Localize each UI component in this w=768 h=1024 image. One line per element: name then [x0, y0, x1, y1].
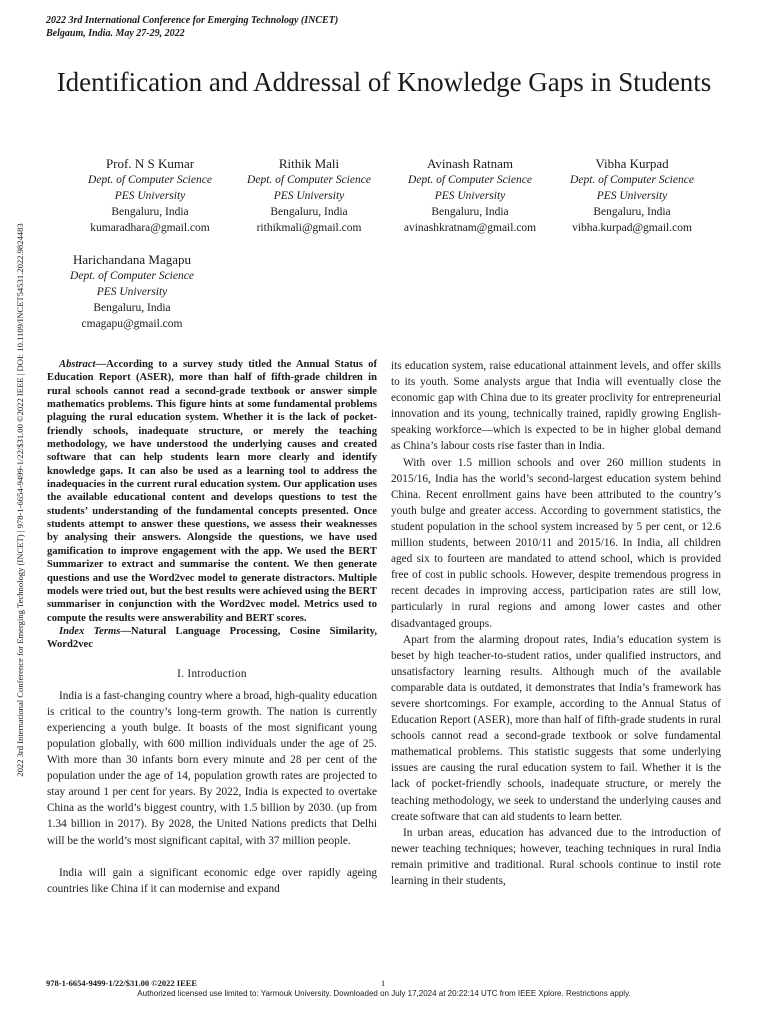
author-university: PES University	[273, 190, 345, 202]
footer-copyright: 978-1-6654-9499-1/22/$31.00 ©2022 IEEE	[46, 978, 198, 988]
index-terms	[47, 625, 377, 652]
conference-name: 2022 3rd International Conference for Emerging Technology (INCET)	[46, 15, 339, 26]
author-email: kumaradhara@gmail.com	[90, 222, 210, 234]
author-block	[219, 156, 399, 236]
section-heading: I. Introduction	[177, 667, 247, 680]
author-name: Vibha Kurpad	[595, 156, 669, 171]
author-dept: Dept. of Computer Science	[570, 174, 694, 186]
author-block	[380, 156, 560, 236]
author-name: Avinash Ratnam	[426, 156, 514, 171]
author-university: PES University	[596, 190, 668, 202]
index-terms-label: Index Terms	[59, 625, 121, 637]
author-email: cmagapu@gmail.com	[81, 318, 183, 330]
paragraph: its education system, raise educational attainment levels, and offer skills to its youth. Some analysts argue that India will eventually close the economic gap with China due to its greater proclivity for entrepreneurial innovation and its young, technically trained, rapidly growing English-speaking workforce—which is expected to be in higher global demand as China’s labour costs rise faster than in India.	[391, 360, 721, 453]
paragraph: India is a fast-changing country where a broad, high-quality education is critical to the country’s long-term growth. The nation is currently experiencing a youth bulge. It boasts of the most significant young population globally, with 600 million individuals under the age of 25. With more than 30 infants born every minute and 28 per cent of the population under the age of 14, population growth rates are projected to stay around 1 per cent for years. By 2022, India is expected to overtake China as the world’s biggest country, with 1.5 billion by 2030. (up from 1.34 billion in 2017). By 2028, the United Nations predicts that Delhi will be the world’s most significant capital, with 37 million people.	[47, 689, 377, 847]
index-terms-text: —Natural Language Processing, Cosine Similarity, Word2vec	[47, 625, 377, 651]
author-block	[542, 156, 722, 236]
paragraph: Apart from the alarming dropout rates, India’s education system is beset by high teacher-to-student ratios, under qualified instructors, and unsatisfactory learning results. Although much of the available comparable data is outdated, it demonstrates that India’s framework has severe shortcomings. For example, according to the Annual Status of Education Report (ASER), more than half of fifth-grade students in rural schools cannot read a second-grade textbook or solve fundamental mathematical problems. This statistic suggests that some underlying issues are causing the rural education system to fail. Whether it is the lack of pocket-friendly schools, inadequate structure, or merely the teaching methodology, we seek to understand the underlying causes and create software that can aid students to learn better.	[391, 633, 721, 823]
abstract-label: Abstract	[59, 359, 96, 370]
paragraph: With over 1.5 million schools and over 260 million students in 2015/16, India has the world’s second-largest education system behind China. Recent enrollment gains have been attributed to the country’s youth bulge and greater access. According to government statistics, the student population in the school system increased by 5 per cent, or 12.6 million students, between 2010/11 and 2015/16. In India, all children aged six to fourteen are mandated to attend school, which is provided free of cost in public schools. However, despite tremendous progress in recent decades in improving access, participation rates are still low, particularly in rural regions and among lower castes and other disadvantaged groups.	[391, 456, 721, 630]
author-city: Bengaluru, India	[593, 206, 671, 218]
left-column	[47, 358, 377, 897]
author-university: PES University	[434, 190, 506, 202]
author-block	[42, 252, 222, 332]
author-dept: Dept. of Computer Science	[70, 270, 194, 282]
paper-title: Identification and Addressal of Knowledge Gaps in Students	[56, 67, 712, 97]
author-city: Bengaluru, India	[111, 206, 189, 218]
paragraph: India will gain a significant economic edge over rapidly ageing countries like China if it can modernise and expand	[47, 866, 377, 895]
author-name: Rithik Mali	[278, 156, 340, 171]
abstract-text: —According to a survey study titled the Annual Status of Education Report (ASER), more than half of fifth-grade children in rural schools cannot read a second-grade textbook or answer simple mathematics problems. This figure hints at some fundamental problems plaguing the rural education system. Whether it is the lack of pocket-friendly schools, inadequate structure, or merely the teaching methodology, we have understood the underlying causes and created software that can help students learn more clearly and identify knowledge gaps. It can also be used as a learning tool to address the inadequacies in the current rural education system. Our application uses the available educational content and develops questions to test the students’ understanding of the fundamental concepts presented. Once students attempt to answer these questions, we assess their weaknesses by analysing their answers. Alongside the questions, we have used gamification to improve engagement with the app. We used the BERT Summarizer to extract and summarise the content. We then generate questions and use the Word2vec model to generate distractors. Multiple models were tried out, but the best results were achieved using the BERT summariser in conjunction with the Word2vec model. Metrics used to compute the results were answerability and BERT scores.	[47, 359, 377, 624]
paragraph: In urban areas, education has advanced due to the introduction of newer teaching techniques; however, teaching techniques in rural India remain primitive and traditional. Rural schools continue to instil rote learning in their students,	[391, 826, 721, 887]
author-email: rithikmali@gmail.com	[256, 222, 362, 234]
side-strip	[12, 180, 28, 820]
author-name: Prof. N S Kumar	[105, 156, 195, 171]
author-email: avinashkratnam@gmail.com	[403, 222, 537, 234]
author-city: Bengaluru, India	[431, 206, 509, 218]
author-university: PES University	[96, 286, 168, 298]
author-city: Bengaluru, India	[93, 302, 171, 314]
author-dept: Dept. of Computer Science	[88, 174, 212, 186]
conference-location: Belgaum, India. May 27-29, 2022	[46, 28, 185, 39]
page-number: 1	[381, 978, 386, 988]
conference-header	[46, 14, 338, 40]
side-strip-text: 2022 3rd International Conference for Emerging Technology (INCET) | 978-1-6654-9499-1/22/$31.00 ©2022 IEEE | DOI: 10.1109/INCET54531.2022.9824483	[15, 223, 25, 777]
license-notice: Authorized licensed use limited to: Yarmouk University. Downloaded on July 17,2024 at 20:22:14 UTC from IEEE Xplore. Restrictions apply.	[137, 989, 631, 998]
author-university: PES University	[114, 190, 186, 202]
author-name: Harichandana Magapu	[72, 252, 192, 267]
abstract	[47, 358, 377, 625]
author-city: Bengaluru, India	[270, 206, 348, 218]
author-email: vibha.kurpad@gmail.com	[572, 222, 692, 234]
author-dept: Dept. of Computer Science	[247, 174, 371, 186]
author-dept: Dept. of Computer Science	[408, 174, 532, 186]
right-column	[391, 358, 721, 889]
author-block	[60, 156, 240, 236]
